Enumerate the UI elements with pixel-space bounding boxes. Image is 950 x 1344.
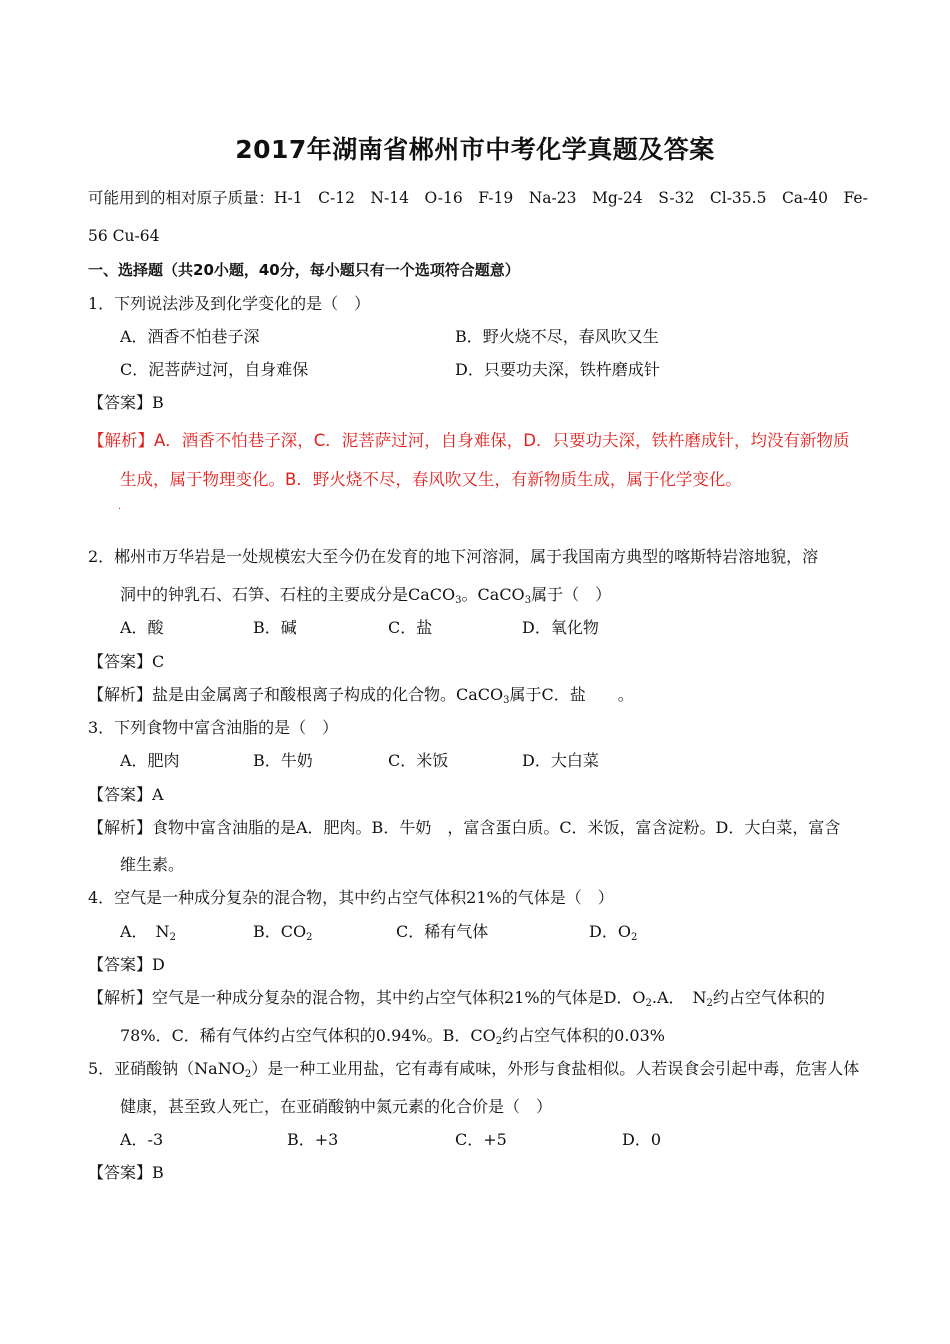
q5-stem-line-2: 健康，甚至致人死亡，在亚硝酸钠中氮元素的化合价是（ ） — [120, 1097, 553, 1116]
q5-stem-line-1 — [88, 1059, 860, 1080]
q1-stem: 1．下列说法涉及到化学变化的是（ ） — [88, 294, 371, 313]
q4-option-c: C．稀有气体 — [396, 922, 489, 941]
q1-option-a: A．酒香不怕巷子深 — [120, 327, 260, 346]
q2-option-d: D．氧化物 — [522, 618, 599, 637]
q1-analysis-line-2: 生成，属于物理变化。B．野火烧不尽，春风吹又生，有新物质生成，属于化学变化。 — [120, 470, 742, 489]
q1-option-b: B．野火烧不尽，春风吹又生 — [455, 327, 659, 346]
q5-answer: 【答案】B — [88, 1163, 164, 1182]
q2-option-b: B．碱 — [253, 618, 297, 637]
q4-option-b-sub: 2 — [306, 932, 313, 943]
q2-option-c: C．盐 — [388, 618, 433, 637]
q2-option-a: A．酸 — [120, 618, 164, 637]
q4-stem: 4．空气是一种成分复杂的混合物，其中约占空气体积21%的气体是（ ） — [88, 888, 614, 907]
q5-stem-text-b: ）是一种工业用盐，它有毒有咸味，外形与食盐相似。人若误食会引起中毒，危害人体 — [251, 1059, 860, 1078]
q2-analysis-text-a: 【解析】盐是由金属离子和酸根离子构成的化合物。CaCO — [88, 685, 504, 704]
q2-stem-line-2 — [120, 585, 612, 606]
q1-option-c: C．泥菩萨过河，自身难保 — [120, 360, 309, 379]
atomic-mass-line-1: 可能用到的相对原子质量：H-1 C-12 N-14 O-16 F-19 Na-23 Mg-24 S-32 Cl-35.5 Ca-40 Fe- — [88, 189, 868, 207]
q3-stem: 3．下列食物中富含油脂的是（ ） — [88, 718, 339, 737]
q4-analysis-text-e: 约占空气体积的0.03% — [502, 1026, 665, 1045]
atomic-mass-line-2: 56 Cu-64 — [88, 227, 160, 245]
q4-analysis-line-2 — [120, 1026, 665, 1047]
q4-analysis-line-1 — [88, 988, 825, 1009]
q3-option-d: D．大白菜 — [522, 751, 599, 770]
q5-option-b: B．+3 — [287, 1130, 339, 1149]
q1-analysis-line-1: 【解析】A．酒香不怕巷子深，C．泥菩萨过河，自身难保，D．只要功夫深，铁杵磨成针，均没有新物质 — [88, 431, 850, 450]
q1-option-d: D．只要功夫深，铁杵磨成针 — [455, 360, 660, 379]
q4-analysis-text-d: 78%．C．稀有气体约占空气体积的0.94%。B．CO — [120, 1026, 496, 1045]
q4-analysis-text-b: .A． N — [651, 988, 707, 1007]
q4-option-d — [589, 922, 638, 943]
q5-stem-text-a: 5．亚硝酸钠（NaNO — [88, 1059, 245, 1078]
q4-analysis-text-a: 【解析】空气是一种成分复杂的混合物，其中约占空气体积21%的气体是D．O — [88, 988, 646, 1007]
q2-analysis — [88, 685, 634, 706]
q1-answer: 【答案】B — [88, 393, 164, 412]
q3-option-a: A．肥肉 — [120, 751, 180, 770]
q2-analysis-sub: 3 — [503, 695, 510, 706]
q4-option-d-text: D．O — [589, 922, 631, 941]
q2-stem-text-c: 属于（ ） — [531, 585, 612, 604]
q5-stem-sub: 2 — [244, 1069, 252, 1080]
q4-option-a-sub: 2 — [169, 932, 176, 943]
q3-answer: 【答案】A — [88, 785, 164, 804]
q4-analysis-sub-3: 2 — [495, 1036, 503, 1047]
section-heading: 一、选择题（共20小题，40分，每小题只有一个选项符合题意） — [88, 261, 520, 279]
q3-analysis-line-1: 【解析】食物中富含油脂的是A．肥肉。B．牛奶 ，富含蛋白质。C．米饭，富含淀粉。D．大白菜，富含 — [88, 818, 841, 837]
q3-option-c: C．米饭 — [388, 751, 449, 770]
q4-option-b — [253, 922, 313, 943]
q5-option-a: A．-3 — [120, 1130, 164, 1149]
q5-option-d: D．0 — [622, 1130, 662, 1149]
q2-analysis-text-b: 属于C．盐 。 — [509, 685, 634, 704]
q4-analysis-sub-1: 2 — [645, 998, 652, 1009]
q4-option-b-text: B．CO — [253, 922, 307, 941]
q4-answer: 【答案】D — [88, 955, 165, 974]
q3-option-b: B．牛奶 — [253, 751, 313, 770]
q4-option-a-text: A． N — [120, 922, 170, 941]
q4-analysis-text-c: 约占空气体积的 — [712, 988, 825, 1007]
q1-analysis-dot: . — [118, 501, 122, 512]
q4-option-d-sub: 2 — [630, 932, 638, 943]
q3-analysis-line-2: 维生素。 — [120, 855, 185, 874]
q4-analysis-sub-2: 2 — [706, 998, 713, 1009]
q2-stem-text-b: 。CaCO — [461, 585, 525, 604]
q4-option-a — [120, 922, 176, 943]
q5-option-c: C．+5 — [455, 1130, 507, 1149]
q2-stem-sub-2: 3 — [524, 595, 532, 606]
q2-stem-line-1: 2．郴州市万华岩是一处规模宏大至今仍在发育的地下河溶洞，属于我国南方典型的喀斯特岩溶地貌，溶 — [88, 547, 819, 566]
q2-answer: 【答案】C — [88, 652, 165, 671]
q2-stem-text-a: 洞中的钟乳石、石笋、石柱的主要成分是CaCO — [120, 585, 456, 604]
page-title: 2017年湖南省郴州市中考化学真题及答案 — [235, 135, 715, 164]
q2-stem-sub-1: 3 — [455, 595, 462, 606]
